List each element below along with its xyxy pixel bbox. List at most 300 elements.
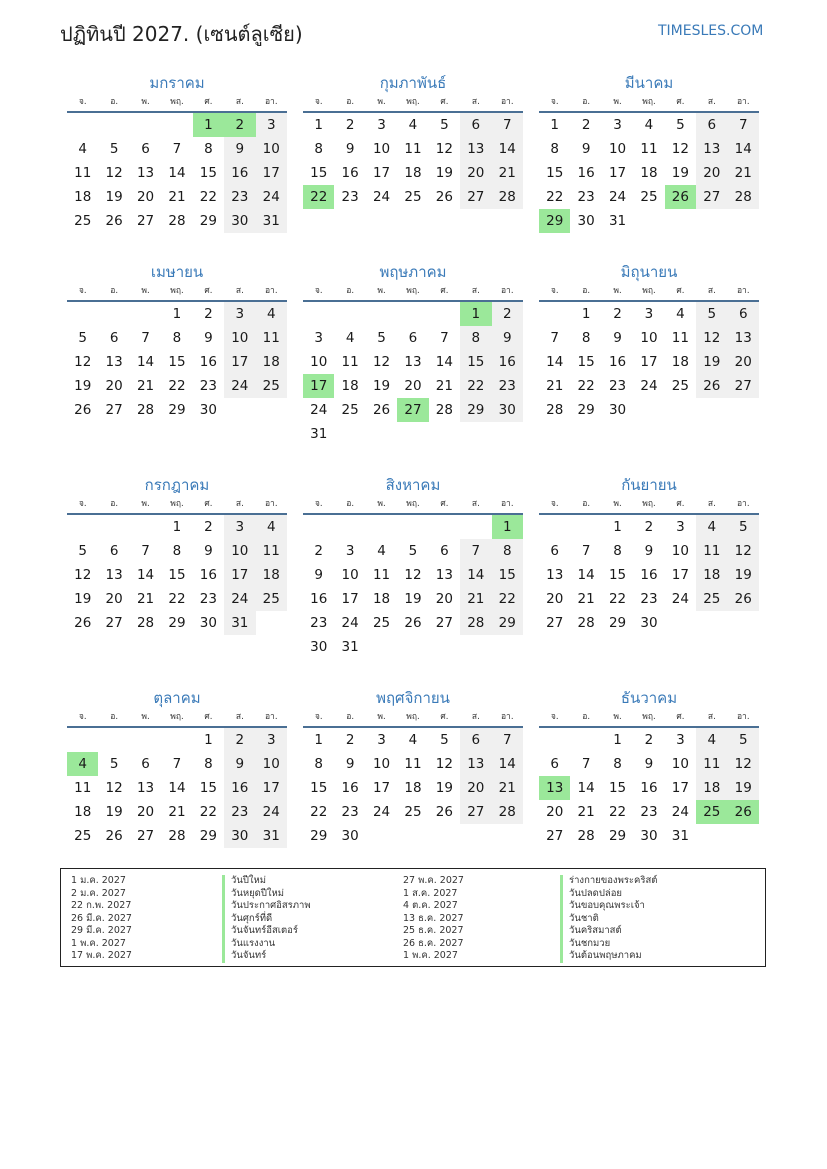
day-cell: 21 bbox=[492, 776, 523, 800]
holiday-date: 2 ม.ค. 2027 bbox=[71, 887, 126, 899]
day-cell: 4 bbox=[644, 117, 654, 133]
empty-cell bbox=[303, 302, 334, 326]
month-block bbox=[303, 262, 523, 446]
day-cell: 14 bbox=[577, 567, 595, 583]
day-cell: 21 bbox=[546, 378, 564, 394]
day-cell: 14 bbox=[168, 165, 186, 181]
weekday-header bbox=[539, 497, 759, 515]
day-cell: 8 bbox=[550, 141, 559, 157]
day-cell: 9 bbox=[345, 141, 355, 157]
month-block bbox=[303, 688, 523, 848]
day-cell: 24 bbox=[372, 804, 391, 820]
day-grid bbox=[539, 113, 759, 233]
day-cell: 5 bbox=[109, 756, 119, 772]
day-cell: 31 bbox=[224, 611, 255, 635]
day-cell: 21 bbox=[577, 804, 595, 820]
holiday-date: 1 ส.ค. 2027 bbox=[403, 887, 458, 899]
day-cell: 30 bbox=[640, 828, 658, 844]
day-cell: 28 bbox=[577, 828, 595, 844]
weekday-label: ส. bbox=[707, 97, 716, 107]
day-cell: 7 bbox=[492, 728, 523, 752]
brand-link[interactable]: TIMESLES.COM bbox=[658, 23, 764, 39]
empty-cell bbox=[334, 302, 365, 326]
day-cell: 12 bbox=[74, 567, 92, 583]
day-cell: 13 bbox=[136, 165, 155, 181]
day-cell: 4 bbox=[696, 728, 727, 752]
month-block bbox=[67, 688, 287, 848]
day-cell: 24 bbox=[224, 587, 255, 611]
day-cell: 20 bbox=[435, 591, 453, 607]
weekday-label: จ. bbox=[550, 499, 559, 509]
weekday-label: พ. bbox=[613, 97, 622, 107]
month-name: มกราคม bbox=[149, 74, 205, 92]
day-cell: 8 bbox=[314, 141, 323, 157]
day-cell: 28 bbox=[492, 800, 523, 824]
holiday-date: 4 ต.ค. 2027 bbox=[403, 900, 458, 911]
day-cell: 24 bbox=[341, 615, 359, 631]
month-name: สิงหาคม bbox=[385, 476, 441, 494]
day-cell: 10 bbox=[671, 756, 689, 772]
weekday-label: อ. bbox=[346, 712, 355, 722]
day-cell: 1 bbox=[172, 519, 182, 535]
holiday-day-cell: 17 bbox=[303, 374, 334, 398]
day-cell: 3 bbox=[345, 543, 355, 559]
empty-cell bbox=[67, 728, 98, 752]
day-cell: 5 bbox=[78, 330, 87, 346]
day-cell: 5 bbox=[728, 515, 759, 539]
holiday-date: 25 ธ.ค. 2027 bbox=[403, 925, 464, 936]
day-cell: 21 bbox=[460, 587, 491, 611]
day-cell: 9 bbox=[314, 567, 323, 583]
day-cell: 20 bbox=[105, 591, 123, 607]
weekday-label: อ. bbox=[582, 97, 591, 107]
day-cell: 11 bbox=[372, 567, 391, 583]
day-cell: 27 bbox=[460, 800, 491, 824]
holiday-name: วันต้อนพฤษภาคม bbox=[560, 950, 657, 963]
day-cell: 20 bbox=[136, 804, 155, 820]
day-cell: 14 bbox=[435, 354, 453, 370]
day-cell: 9 bbox=[345, 756, 355, 772]
day-cell: 29 bbox=[199, 828, 217, 844]
day-cell: 16 bbox=[640, 567, 658, 583]
holiday-day-cell: 26 bbox=[665, 185, 696, 209]
weekday-label: พ. bbox=[377, 97, 386, 107]
day-cell: 10 bbox=[256, 137, 287, 161]
day-cell: 28 bbox=[136, 402, 155, 418]
weekday-label: ศ. bbox=[440, 712, 449, 722]
day-cell: 12 bbox=[105, 165, 123, 181]
day-cell: 15 bbox=[608, 780, 627, 796]
weekday-label: จ. bbox=[314, 97, 323, 107]
day-cell: 26 bbox=[105, 828, 123, 844]
day-cell: 1 bbox=[204, 732, 213, 748]
weekday-label: อา. bbox=[736, 499, 750, 509]
weekday-label: ศ. bbox=[204, 97, 213, 107]
day-cell: 7 bbox=[581, 756, 591, 772]
holiday-day-cell: 13 bbox=[539, 776, 570, 800]
day-cell: 14 bbox=[492, 137, 523, 161]
weekday-label: ศ. bbox=[676, 712, 685, 722]
day-cell: 15 bbox=[310, 165, 328, 181]
weekday-label: จ. bbox=[78, 712, 87, 722]
day-cell: 1 bbox=[613, 519, 622, 535]
day-cell: 23 bbox=[310, 615, 328, 631]
day-cell: 21 bbox=[136, 378, 155, 394]
day-cell: 31 bbox=[608, 213, 627, 229]
day-cell: 25 bbox=[404, 804, 422, 820]
day-cell: 26 bbox=[435, 189, 453, 205]
day-grid bbox=[539, 515, 759, 635]
day-cell: 14 bbox=[546, 354, 564, 370]
day-cell: 2 bbox=[644, 732, 654, 748]
holiday-day-cell: 27 bbox=[397, 398, 428, 422]
day-cell: 12 bbox=[74, 354, 92, 370]
day-cell: 4 bbox=[256, 302, 287, 326]
day-cell: 18 bbox=[256, 350, 287, 374]
day-cell: 11 bbox=[256, 539, 287, 563]
day-cell: 17 bbox=[640, 354, 658, 370]
weekday-label: อ. bbox=[582, 499, 591, 509]
day-cell: 3 bbox=[256, 728, 287, 752]
day-grid bbox=[67, 302, 287, 422]
day-cell: 7 bbox=[492, 113, 523, 137]
day-cell: 16 bbox=[577, 165, 595, 181]
day-cell: 24 bbox=[310, 402, 328, 418]
day-cell: 23 bbox=[492, 374, 523, 398]
day-cell: 28 bbox=[168, 213, 186, 229]
holiday-day-cell: 1 bbox=[492, 515, 523, 539]
weekday-label: จ. bbox=[314, 712, 323, 722]
day-cell: 9 bbox=[224, 137, 255, 161]
day-cell: 29 bbox=[492, 611, 523, 635]
weekday-label: พ. bbox=[141, 499, 150, 509]
month-block bbox=[67, 262, 287, 422]
day-cell: 9 bbox=[644, 756, 654, 772]
day-grid bbox=[303, 113, 523, 209]
month-name: ธันวาคม bbox=[620, 689, 678, 707]
day-cell: 15 bbox=[577, 354, 595, 370]
day-cell: 6 bbox=[696, 113, 727, 137]
day-cell: 16 bbox=[224, 776, 255, 800]
day-cell: 7 bbox=[141, 543, 150, 559]
weekday-header bbox=[303, 497, 523, 515]
day-cell: 17 bbox=[372, 165, 391, 181]
day-cell: 9 bbox=[204, 330, 213, 346]
day-cell: 27 bbox=[105, 402, 123, 418]
empty-cell bbox=[161, 728, 192, 752]
day-cell: 17 bbox=[671, 780, 689, 796]
day-cell: 10 bbox=[640, 330, 658, 346]
day-cell: 20 bbox=[460, 161, 491, 185]
empty-cell bbox=[334, 515, 365, 539]
day-cell: 30 bbox=[224, 824, 255, 848]
day-cell: 6 bbox=[550, 543, 559, 559]
weekday-label: จ. bbox=[314, 286, 323, 296]
empty-cell bbox=[67, 515, 98, 539]
weekday-label: อ. bbox=[110, 286, 119, 296]
weekday-label: อ. bbox=[110, 499, 119, 509]
holiday-date: 1 พ.ค. 2027 bbox=[403, 950, 458, 961]
holiday-name: วันชาติ bbox=[560, 913, 657, 926]
holiday-day-cell: 25 bbox=[696, 800, 727, 824]
day-cell: 28 bbox=[492, 185, 523, 209]
day-cell: 3 bbox=[224, 302, 255, 326]
day-cell: 8 bbox=[460, 326, 491, 350]
page-title: ปฏิทินปี 2027. (เซนต์ลูเซีย) bbox=[60, 22, 303, 46]
day-grid bbox=[539, 302, 759, 422]
day-cell: 21 bbox=[435, 378, 453, 394]
holiday-name: วันปลดปล่อย bbox=[560, 888, 657, 901]
day-cell: 7 bbox=[581, 543, 591, 559]
day-cell: 5 bbox=[377, 330, 386, 346]
day-cell: 18 bbox=[640, 165, 658, 181]
day-cell: 13 bbox=[105, 354, 123, 370]
weekday-label: อา. bbox=[736, 712, 750, 722]
weekday-label: พฤ. bbox=[406, 712, 420, 722]
day-cell: 31 bbox=[341, 639, 359, 655]
day-cell: 18 bbox=[696, 776, 727, 800]
weekday-label: อ. bbox=[110, 97, 119, 107]
weekday-label: พ. bbox=[141, 97, 150, 107]
holiday-name: วันจันทร์อีสเตอร์ bbox=[222, 925, 311, 938]
day-cell: 9 bbox=[581, 141, 591, 157]
day-cell: 8 bbox=[613, 756, 622, 772]
day-cell: 12 bbox=[404, 567, 422, 583]
day-cell: 5 bbox=[728, 728, 759, 752]
weekday-label: จ. bbox=[550, 712, 559, 722]
day-cell: 26 bbox=[728, 587, 759, 611]
day-cell: 31 bbox=[671, 828, 689, 844]
weekday-label: พ. bbox=[613, 499, 622, 509]
day-cell: 5 bbox=[109, 141, 119, 157]
empty-cell bbox=[98, 113, 129, 137]
day-cell: 7 bbox=[172, 756, 182, 772]
month-name: กันยายน bbox=[621, 476, 677, 494]
weekday-label: พ. bbox=[613, 712, 622, 722]
day-cell: 19 bbox=[435, 165, 453, 181]
day-cell: 16 bbox=[199, 567, 217, 583]
day-cell: 7 bbox=[550, 330, 559, 346]
day-cell: 1 bbox=[172, 306, 182, 322]
weekday-label: พ. bbox=[377, 712, 386, 722]
day-grid bbox=[67, 113, 287, 233]
day-cell: 8 bbox=[581, 330, 591, 346]
day-cell: 6 bbox=[109, 543, 119, 559]
day-cell: 27 bbox=[546, 615, 564, 631]
day-cell: 17 bbox=[671, 567, 689, 583]
day-cell: 20 bbox=[105, 378, 123, 394]
weekday-header bbox=[67, 497, 287, 515]
day-cell: 30 bbox=[199, 615, 217, 631]
weekday-label: พ. bbox=[141, 712, 150, 722]
day-grid bbox=[303, 302, 523, 446]
day-cell: 23 bbox=[640, 591, 658, 607]
day-cell: 25 bbox=[256, 587, 287, 611]
day-cell: 7 bbox=[728, 113, 759, 137]
weekday-header bbox=[303, 284, 523, 302]
day-cell: 18 bbox=[74, 804, 92, 820]
day-grid bbox=[303, 515, 523, 659]
day-cell: 19 bbox=[404, 591, 422, 607]
day-cell: 23 bbox=[199, 591, 217, 607]
day-cell: 22 bbox=[577, 378, 595, 394]
day-cell: 23 bbox=[341, 804, 359, 820]
holiday-date: 27 พ.ค. 2027 bbox=[403, 875, 464, 886]
day-cell: 16 bbox=[341, 165, 359, 181]
empty-cell bbox=[570, 728, 601, 752]
day-cell: 17 bbox=[224, 563, 255, 587]
day-cell: 31 bbox=[256, 209, 287, 233]
day-cell: 14 bbox=[728, 137, 759, 161]
day-cell: 5 bbox=[408, 543, 418, 559]
day-cell: 6 bbox=[460, 728, 491, 752]
month-block bbox=[539, 475, 759, 635]
day-cell: 18 bbox=[372, 591, 391, 607]
day-cell: 19 bbox=[696, 350, 727, 374]
weekday-label: ส. bbox=[235, 286, 244, 296]
empty-cell bbox=[98, 728, 129, 752]
day-cell: 11 bbox=[341, 354, 359, 370]
day-cell: 15 bbox=[310, 780, 328, 796]
day-cell: 5 bbox=[676, 117, 685, 133]
day-cell: 18 bbox=[74, 189, 92, 205]
month-name: กรกฎาคม bbox=[144, 476, 210, 494]
empty-cell bbox=[397, 515, 428, 539]
weekday-label: จ. bbox=[314, 499, 323, 509]
day-cell: 23 bbox=[577, 189, 595, 205]
empty-cell bbox=[366, 515, 397, 539]
day-cell: 18 bbox=[671, 354, 689, 370]
month-block bbox=[67, 73, 287, 233]
day-cell: 16 bbox=[492, 350, 523, 374]
day-cell: 16 bbox=[310, 591, 328, 607]
weekday-label: อา. bbox=[736, 97, 750, 107]
day-cell: 11 bbox=[404, 141, 422, 157]
day-cell: 12 bbox=[728, 752, 759, 776]
weekday-label: ศ. bbox=[440, 499, 449, 509]
weekday-header bbox=[67, 95, 287, 113]
day-cell: 24 bbox=[256, 800, 287, 824]
day-cell: 8 bbox=[172, 543, 182, 559]
weekday-label: พฤ. bbox=[642, 712, 656, 722]
day-cell: 19 bbox=[728, 563, 759, 587]
day-cell: 13 bbox=[728, 326, 759, 350]
day-cell: 30 bbox=[577, 213, 595, 229]
day-cell: 7 bbox=[440, 330, 449, 346]
day-cell: 13 bbox=[435, 567, 453, 583]
day-cell: 10 bbox=[671, 543, 689, 559]
day-cell: 10 bbox=[310, 354, 328, 370]
day-cell: 14 bbox=[492, 752, 523, 776]
day-cell: 6 bbox=[109, 330, 119, 346]
day-cell: 23 bbox=[640, 804, 658, 820]
weekday-label: อา. bbox=[264, 712, 278, 722]
day-cell: 7 bbox=[172, 141, 182, 157]
day-cell: 8 bbox=[204, 141, 213, 157]
day-cell: 4 bbox=[676, 306, 685, 322]
day-cell: 10 bbox=[372, 141, 391, 157]
holiday-date: 26 ธ.ค. 2027 bbox=[403, 937, 464, 949]
day-cell: 6 bbox=[408, 330, 418, 346]
day-cell: 14 bbox=[577, 780, 595, 796]
weekday-label: อา. bbox=[500, 712, 514, 722]
weekday-label: จ. bbox=[550, 97, 559, 107]
day-cell: 30 bbox=[199, 402, 217, 418]
day-cell: 16 bbox=[224, 161, 255, 185]
weekday-label: ส. bbox=[471, 286, 480, 296]
day-cell: 21 bbox=[728, 161, 759, 185]
empty-cell bbox=[539, 515, 570, 539]
weekday-label: ศ. bbox=[440, 97, 449, 107]
day-cell: 25 bbox=[640, 189, 658, 205]
day-cell: 22 bbox=[168, 378, 186, 394]
weekday-label: อ. bbox=[582, 286, 591, 296]
day-cell: 28 bbox=[460, 611, 491, 635]
day-cell: 3 bbox=[377, 732, 386, 748]
day-cell: 30 bbox=[608, 402, 627, 418]
empty-cell bbox=[429, 302, 460, 326]
day-cell: 18 bbox=[404, 780, 422, 796]
day-cell: 20 bbox=[546, 804, 564, 820]
day-cell: 9 bbox=[644, 543, 654, 559]
day-cell: 3 bbox=[644, 306, 654, 322]
day-cell: 1 bbox=[550, 117, 559, 133]
weekday-label: อา. bbox=[500, 499, 514, 509]
day-cell: 7 bbox=[141, 330, 150, 346]
day-cell: 13 bbox=[546, 567, 564, 583]
day-cell: 6 bbox=[550, 756, 559, 772]
day-cell: 9 bbox=[224, 752, 255, 776]
day-cell: 22 bbox=[608, 591, 627, 607]
day-cell: 19 bbox=[671, 165, 689, 181]
day-cell: 19 bbox=[728, 776, 759, 800]
day-cell: 29 bbox=[577, 402, 595, 418]
day-cell: 19 bbox=[74, 591, 92, 607]
holiday-day-cell: 26 bbox=[728, 800, 759, 824]
day-cell: 1 bbox=[581, 306, 591, 322]
weekday-label: ศ. bbox=[204, 712, 213, 722]
day-cell: 16 bbox=[341, 780, 359, 796]
month-block bbox=[539, 262, 759, 422]
weekday-label: อ. bbox=[346, 97, 355, 107]
day-cell: 21 bbox=[168, 189, 186, 205]
holiday-date: 26 มี.ค. 2027 bbox=[71, 912, 132, 924]
day-cell: 12 bbox=[728, 539, 759, 563]
day-cell: 5 bbox=[440, 117, 449, 133]
day-cell: 27 bbox=[136, 828, 155, 844]
day-cell: 22 bbox=[492, 587, 523, 611]
weekday-label: พฤ. bbox=[170, 286, 184, 296]
holiday-date: 29 มี.ค. 2027 bbox=[71, 925, 132, 936]
day-cell: 10 bbox=[372, 756, 391, 772]
weekday-label: พฤ. bbox=[406, 97, 420, 107]
day-cell: 26 bbox=[74, 402, 92, 418]
month-name: กุมภาพันธ์ bbox=[379, 74, 447, 92]
day-cell: 17 bbox=[341, 591, 359, 607]
day-cell: 7 bbox=[460, 539, 491, 563]
empty-cell bbox=[539, 302, 570, 326]
day-cell: 27 bbox=[105, 615, 123, 631]
day-cell: 19 bbox=[74, 378, 92, 394]
day-cell: 3 bbox=[613, 117, 622, 133]
holiday-day-cell: 22 bbox=[303, 185, 334, 209]
day-cell: 6 bbox=[440, 543, 449, 559]
day-cell: 10 bbox=[608, 141, 627, 157]
weekday-label: พฤ. bbox=[170, 712, 184, 722]
weekday-label: อ. bbox=[346, 499, 355, 509]
day-cell: 27 bbox=[460, 185, 491, 209]
holiday-day-cell: 4 bbox=[67, 752, 98, 776]
